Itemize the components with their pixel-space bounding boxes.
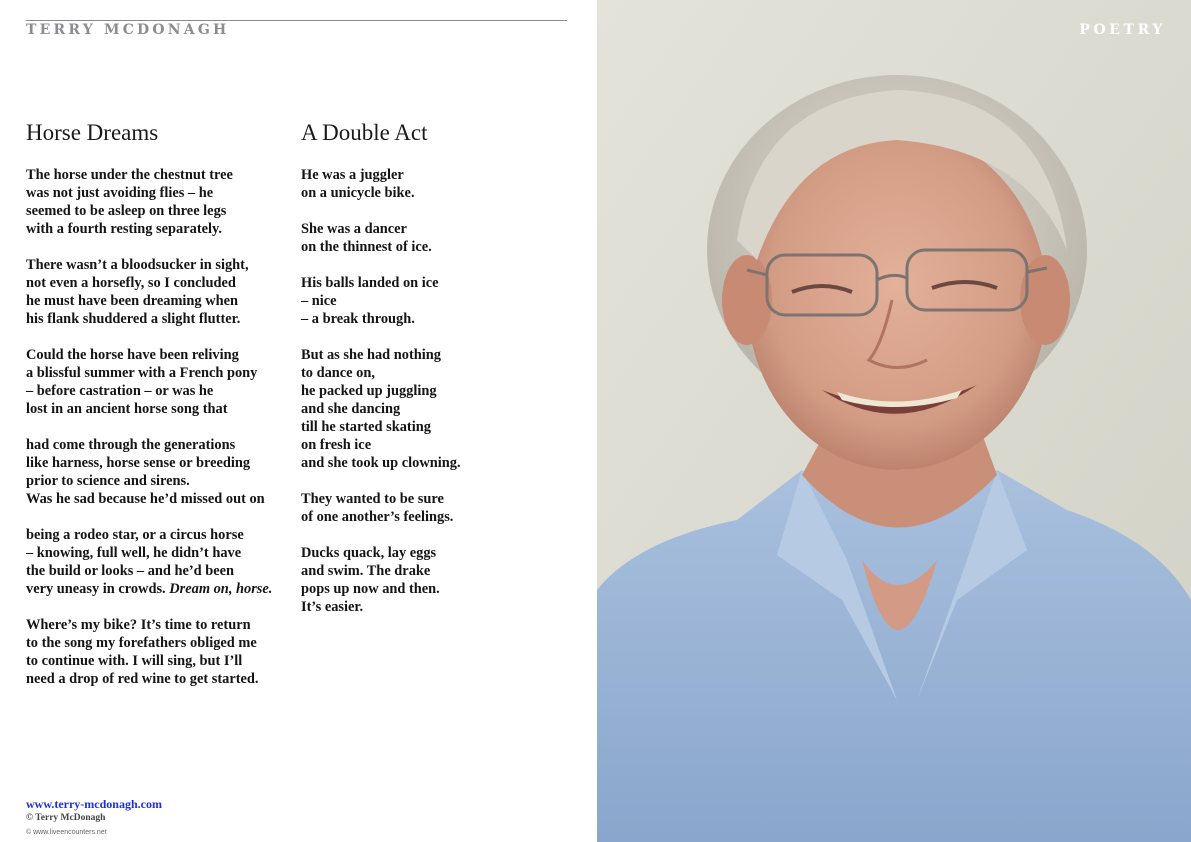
poem-line: like harness, horse sense or breeding [26,455,251,471]
poem-line: and she took up clowning. [301,455,461,471]
poem-line: – knowing, full well, he didn’t have [26,545,242,561]
poem-line: on a unicycle bike. [301,185,415,201]
poem-line: not even a horsefly, so I concluded [26,275,236,291]
poem-line: They wanted to be sure [301,491,444,507]
poem-stanza [26,256,296,328]
poem-line: his flank shuddered a slight flutter. [26,311,241,327]
poem-line: His balls landed on ice [301,275,439,291]
poem-line: seemed to be asleep on three legs [26,203,227,219]
poem-line: Where’s my bike? It’s time to return [26,617,251,633]
page-gutter [590,0,597,842]
poem-title: Horse Dreams [26,120,159,145]
poem-line: he packed up juggling [301,383,437,399]
poem-line: the build or looks – and he’d been [26,563,235,579]
poem-line: and swim. The drake [301,563,431,579]
poem-line: a blissful summer with a French pony [26,365,258,381]
site-credit: © www.liveencounters.net [26,829,107,836]
portrait-photo [597,0,1191,842]
poem-stanza [301,166,551,202]
poem-horse-dreams [26,118,296,706]
poem-stanza [301,274,551,328]
copyright-notice: © Terry McDonagh [26,813,106,823]
poem-line: Could the horse have been reliving [26,347,239,363]
poem-stanza [301,490,551,526]
poem-line: The horse under the chestnut tree [26,167,233,183]
poem-line: Ducks quack, lay eggs [301,545,437,561]
poem-line: till he started skating [301,419,431,435]
poem-line: on fresh ice [301,437,372,453]
poem-line: to continue with. I will sing, but I’ll [26,653,243,669]
poem-stanza [301,346,551,472]
poem-line: prior to science and sirens. [26,473,190,489]
website-link[interactable]: www.terry-mcdonagh.com [26,797,162,811]
poem-line: But as she had nothing [301,347,441,363]
poem-line: He was a juggler [301,167,404,183]
poem-line: very uneasy in crowds. Dream on, horse. [26,581,273,597]
poem-body [26,166,296,688]
poem-line: had come through the generations [26,437,236,453]
poem-line: of one another’s feelings. [301,509,454,525]
poem-stanza [26,346,296,418]
section-label: POETRY [1079,22,1166,38]
poem-stanza [26,166,296,238]
poem-line: There wasn’t a bloodsucker in sight, [26,257,249,273]
poem-line: lost in an ancient horse song that [26,401,228,417]
portrait-illustration [597,0,1191,842]
poem-stanza [301,220,551,256]
poem-line: to the song my forefathers obliged me [26,635,257,651]
poem-line: was not just avoiding flies – he [26,185,214,201]
poem-line: – nice [301,293,337,309]
poem-line: pops up now and then. [301,581,440,597]
poem-line: he must have been dreaming when [26,293,239,309]
poem-a-double-act [301,118,551,634]
author-header: TERRY MCDONAGH [26,22,230,38]
poem-line: with a fourth resting separately. [26,221,222,237]
poem-stanza [26,616,296,688]
poem-body [301,166,551,616]
poem-stanza [26,526,296,598]
poem-stanza [301,544,551,616]
poem-line: to dance on, [301,365,375,381]
poem-stanza [26,436,296,508]
poem-line: She was a dancer [301,221,407,237]
poem-line: Was he sad because he’d missed out on [26,491,265,507]
poem-line: It’s easier. [301,599,364,615]
poem-line: need a drop of red wine to get started. [26,671,259,687]
header-rule [26,20,567,21]
poem-line: being a rodeo star, or a circus horse [26,527,244,543]
poem-line: – before castration – or was he [26,383,214,399]
poem-title: A Double Act [301,120,428,145]
poem-line: – a break through. [301,311,415,327]
poem-line: and she dancing [301,401,401,417]
poem-line: on the thinnest of ice. [301,239,432,255]
